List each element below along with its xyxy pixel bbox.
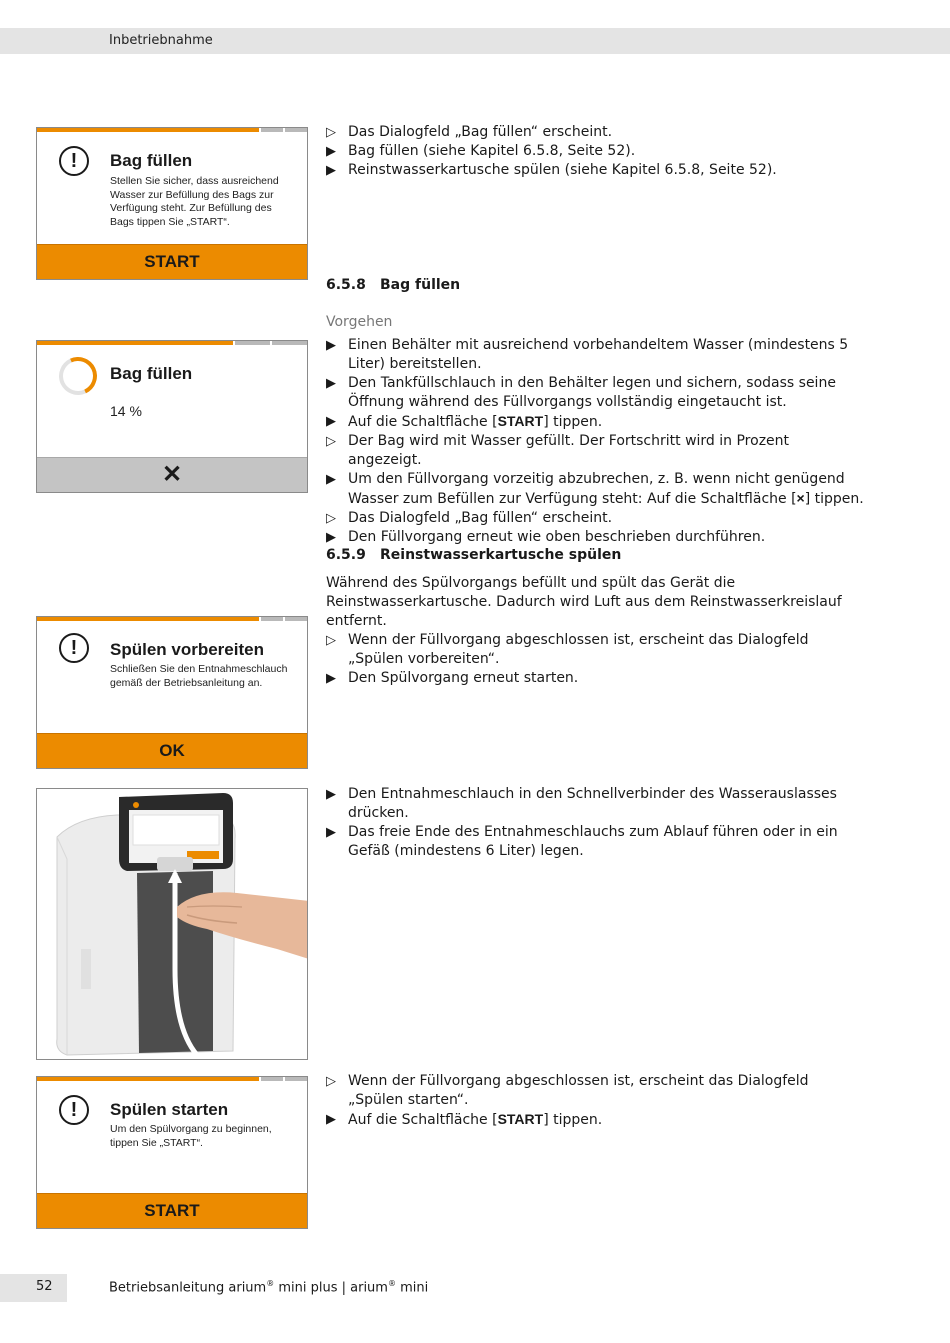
header-bar [0,28,950,54]
warning-icon: ! [59,1095,89,1125]
list-item: ▶ Das freie Ende des Entnahmeschlauchs zum Ablauf führen oder in ein Gefäß (mindestens 6 Liter) legen. [326,824,838,859]
device-photo [36,788,308,1060]
header-section-title: Inbetriebnahme [109,33,213,48]
list-item: ▷ Der Bag wird mit Wasser gefüllt. Der Fortschritt wird in Prozent angezeigt. [326,433,790,468]
warning-icon: ! [59,146,89,176]
page-number: 52 [36,1279,53,1294]
warning-icon: ! [59,633,89,663]
dialog-title: Spülen vorbereiten [110,640,264,659]
list-item: ▷ Wenn der Füllvorgang abgeschlossen ist, erscheint das Dialogfeld „Spülen starten“. [326,1073,809,1108]
list-item: ▶ Den Tankfüllschlauch in den Behälter legen und sichern, sodass seine Öffnung während des Füllvorgangs vollständig eingetaucht ist. [326,375,836,410]
cancel-button[interactable]: ✕ [37,457,307,492]
block-intro [326,123,866,180]
screen-rinse-prepare [36,616,308,769]
status-line [37,617,307,621]
status-line [37,128,307,132]
start-button[interactable]: START [37,1193,307,1228]
subheading: Vorgehen [326,314,393,330]
status-line [37,1077,307,1081]
list-item: ▷ Wenn der Füllvorgang abgeschlossen ist, erscheint das Dialogfeld „Spülen vorbereiten“. [326,632,809,667]
screen-bag-progress [36,340,308,493]
screen-rinse-start [36,1076,308,1229]
list-item: ▶ Um den Füllvorgang vorzeitig abzubrechen, z. B. wenn nicht genügend Wasser zum Befüllen zur Verfügung steht: Auf die Schaltfläche [×] tippen. [326,471,864,507]
list-item: ▷ Das Dialogfeld „Bag füllen“ erscheint. [326,510,613,526]
list-item: ▶ Den Füllvorgang erneut wie oben beschrieben durchführen. [326,529,766,545]
spinner-icon [54,352,103,401]
block-start [326,1072,866,1130]
dialog-message: Schließen Sie den Entnahmeschlauch gemäß der Betriebsanleitung an. [110,663,288,689]
list-item: ▷ Das Dialogfeld „Bag füllen“ erscheint. [326,124,613,140]
dialog-title: Bag füllen [110,151,193,170]
start-button[interactable]: START [37,244,307,279]
screen-bag-start [36,127,308,280]
section-6-5-8 [326,276,866,547]
dialog-message: Um den Spülvorgang zu beginnen, tippen Sie „START“. [110,1123,272,1149]
footer-title: Betriebsanleitung arium® mini plus | arium® mini [109,1279,429,1296]
dialog-message: Stellen Sie sicher, dass ausreichend Wasser zur Befüllung des Bags zur Verfügung steht. Zur Befüllung des Bags tippen Sie „START“. [110,175,279,228]
list-item: ▶ Einen Behälter mit ausreichend vorbehandeltem Wasser (mindestens 5 Liter) bereitstellen. [326,337,849,372]
ok-button[interactable]: OK [37,733,307,768]
section-heading: 6.5.8 Bag füllen [326,277,461,293]
section-intro: Während des Spülvorgangs befüllt und spült das Gerät die Reinstwasserkartusche. Dadurch wird Luft aus dem Reinstwasserkreislauf entfernt. [326,575,842,629]
list-item: ▶ Auf die Schaltfläche [START] tippen. [326,413,603,430]
dialog-title: Spülen starten [110,1100,229,1119]
dialog-title: Bag füllen [110,364,193,383]
status-line [37,341,307,345]
list-item: ▶ Bag füllen (siehe Kapitel 6.5.8, Seite 52). [326,143,636,159]
block-hose [326,785,866,861]
section-heading: 6.5.9 Reinstwasserkartusche spülen [326,547,622,563]
page-number-box [0,1274,67,1302]
list-item: ▶ Den Entnahmeschlauch in den Schnellverbinder des Wasserauslasses drücken. [326,786,837,821]
list-item: ▶ Reinstwasserkartusche spülen (siehe Kapitel 6.5.8, Seite 52). [326,162,777,178]
progress-percent: 14 % [110,403,142,419]
device-illustration [37,789,308,1060]
list-item: ▶ Auf die Schaltfläche [START] tippen. [326,1111,603,1128]
section-6-5-9 [326,546,866,688]
list-item: ▶ Den Spülvorgang erneut starten. [326,670,579,686]
